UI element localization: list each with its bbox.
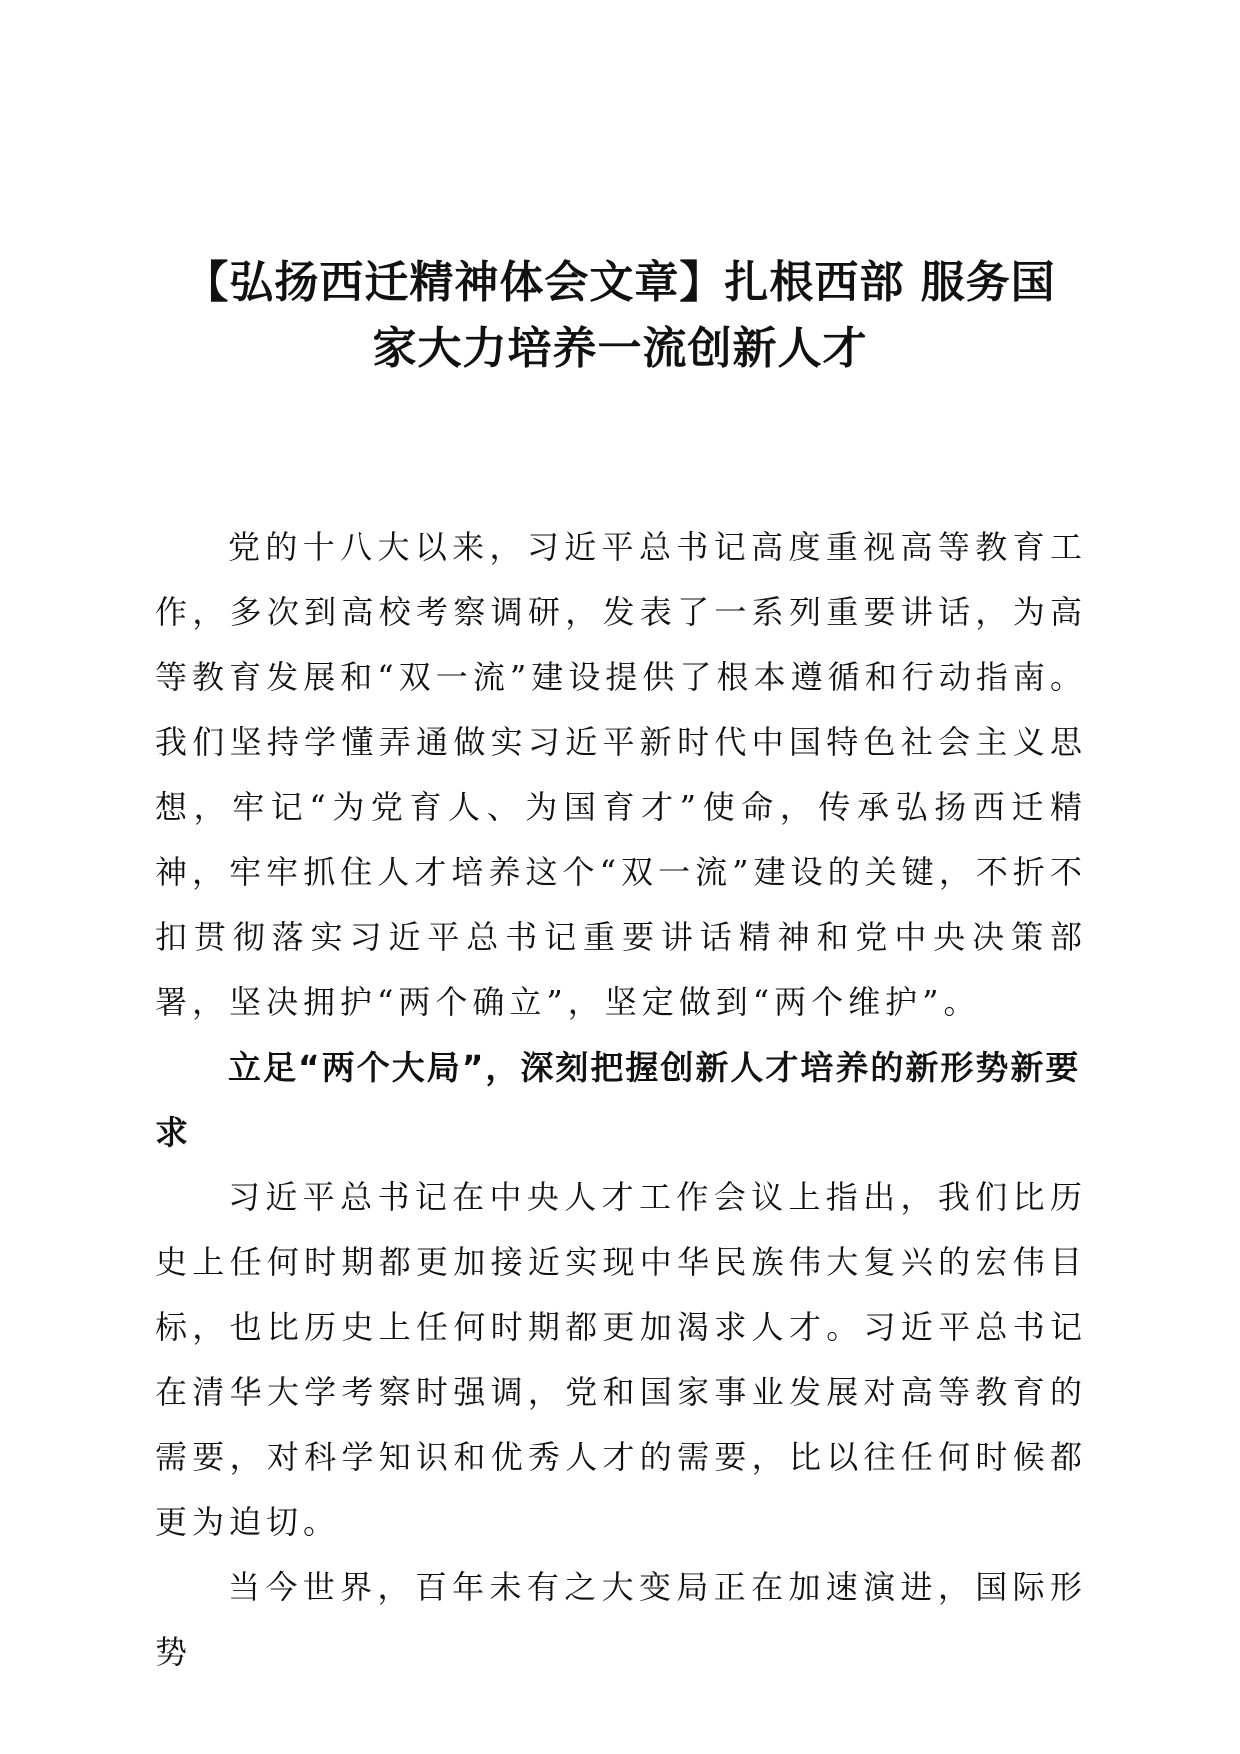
paragraph-world: 当今世界，百年未有之大变局正在加速演进，国际形势 [155, 1568, 1087, 1671]
section-heading: 立足“两个大局”，深刻把握创新人才培养的新形势新要求 [155, 1048, 1081, 1152]
title-line-1: 【弘扬西迁精神体会文章】扎根西部 服务国 [184, 257, 1056, 308]
document-title [150, 250, 1090, 382]
title-line-2: 家大力培养一流创新人才 [372, 323, 868, 374]
paragraph-talent: 习近平总书记在中央人才工作会议上指出，我们比历史上任何时期都更加接近实现中华民族伟大复兴的宏伟目标，也比历史上任何时期都更加渴求人才。习近平总书记在清华大学考察时强调，党和国家事业发展对高等教育的需要，对科学知识和优秀人才的需要，比以往任何时候都更为迫切。 [155, 1178, 1087, 1541]
document-body [155, 515, 1087, 1685]
paragraph-intro: 党的十八大以来，习近平总书记高度重视高等教育工作，多次到高校考察调研，发表了一系列重要讲话，为高等教育发展和“双一流”建设提供了根本遵循和行动指南。我们坚持学懂弄通做实习近平新时代中国特色社会主义思想，牢记“为党育人、为国育才”使命，传承弘扬西迁精神，牢牢抓住人才培养这个“双一流”建设的关键，不折不扣贯彻落实习近平总书记重要讲话精神和党中央决策部署，坚决拥护“两个确立”，坚定做到“两个维护”。 [155, 528, 1087, 1021]
